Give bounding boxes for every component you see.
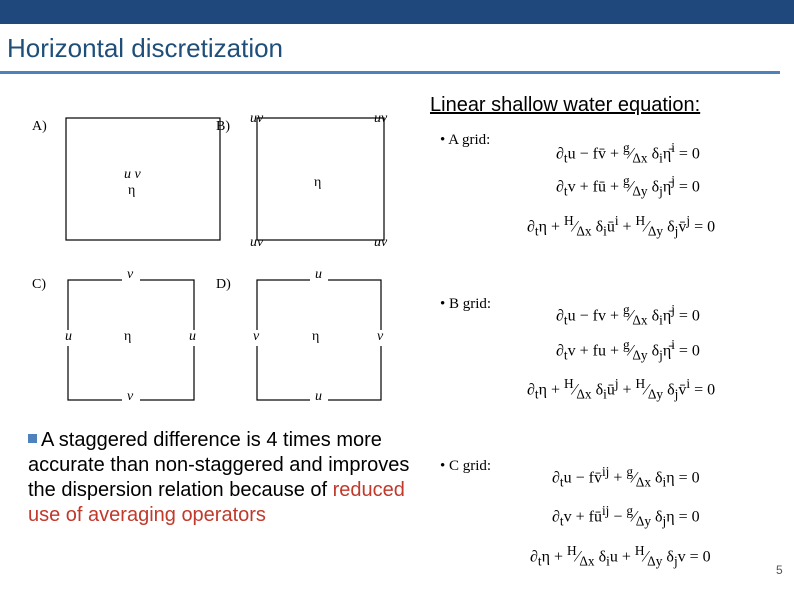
equation-heading: Linear shallow water equation: (430, 94, 701, 116)
a-grid-label: • A grid: (440, 132, 491, 148)
grid-a-cell (66, 118, 220, 240)
grid-c-label: C) (32, 277, 46, 292)
a-grid-eq3: $\partial_t\eta$ + $^H⁄_{\Delta x}$ $\delta_iū^i$ + $^H⁄_{\Delta y}$ $\delta_jv̄^j = 0$ (527, 213, 716, 239)
c-grid-eq3: $\partial_t\eta$ + $^H⁄_{\Delta x}$ $\delta_iu$ + $^H⁄_{\Delta y}$ $\delta_jv = 0$ (530, 543, 711, 569)
grid-a-center-uv: u v (124, 167, 141, 182)
grid-c-top: v (127, 267, 134, 282)
grid-b-bl: uv (250, 235, 264, 250)
grid-b-tl: uv (250, 111, 264, 126)
title-underline (0, 71, 780, 74)
grid-a-label: A) (32, 119, 47, 134)
explanation-text: A staggered difference is 4 times more accurate than non-staggered and improves the dispersion relation because of reduced use of averaging operators (28, 429, 410, 526)
c-grid-label: • C grid: (440, 458, 492, 474)
b-grid-label: • B grid: (440, 296, 492, 312)
grid-b-center: η (314, 175, 322, 190)
b-grid-eq3: $\partial_t\eta$ + $^H⁄_{\Delta x}$ $\delta_iū^j$ + $^H⁄_{\Delta y}$ $\delta_jv̄^i = 0$ (527, 376, 716, 402)
grid-c-left: u (65, 329, 72, 344)
grid-a-center-eta: η (128, 183, 136, 198)
page-number: 5 (776, 563, 783, 577)
grid-b-label: B) (216, 119, 230, 134)
grid-d-center: η (312, 329, 320, 344)
grid-schematics (28, 108, 418, 408)
grid-c-right: u (189, 329, 196, 344)
grid-d-right: v (377, 329, 384, 344)
grid-c-bottom: v (127, 389, 134, 404)
grid-c-center: η (124, 329, 132, 344)
top-banner (0, 0, 794, 24)
square-bullet-icon (28, 434, 37, 443)
highlighted-phrase: reduced use of averaging operators (28, 479, 405, 526)
slide-title: Horizontal discretization (7, 33, 284, 63)
c-grid-eq2: $\partial_tv$ + $fū^{ij}$ − $^g⁄_{\Delta y}$ $\delta_j\eta = 0$ (552, 503, 700, 529)
a-grid-eq1: $\partial_tu$ − fv̄ + $^g⁄_{\Delta x}$ $\delta_i\etā^i = 0$ (556, 140, 700, 166)
grid-d-label: D) (216, 277, 231, 292)
grid-b-tr: uv (374, 111, 388, 126)
c-grid-eq1: $\partial_tu$ − fv̄$^{ij}$ + $^g⁄_{\Delta x}$ $\delta_i\eta = 0$ (552, 464, 700, 490)
grid-b-br: uv (374, 235, 388, 250)
grid-d-bottom: u (315, 389, 322, 404)
grid-d-top: u (315, 267, 322, 282)
grid-d-left: v (253, 329, 260, 344)
b-grid-eq1: $\partial_tu$ − fv + $^g⁄_{\Delta x}$ $\delta_i\etā^j = 0$ (556, 302, 700, 328)
b-grid-eq2: $\partial_tv$ + fu + $^g⁄_{\Delta y}$ $\delta_j\etā^i = 0$ (556, 337, 700, 363)
a-grid-eq2: $\partial_tv$ + fū + $^g⁄_{\Delta y}$ $\delta_j\etā^j = 0$ (556, 173, 700, 199)
